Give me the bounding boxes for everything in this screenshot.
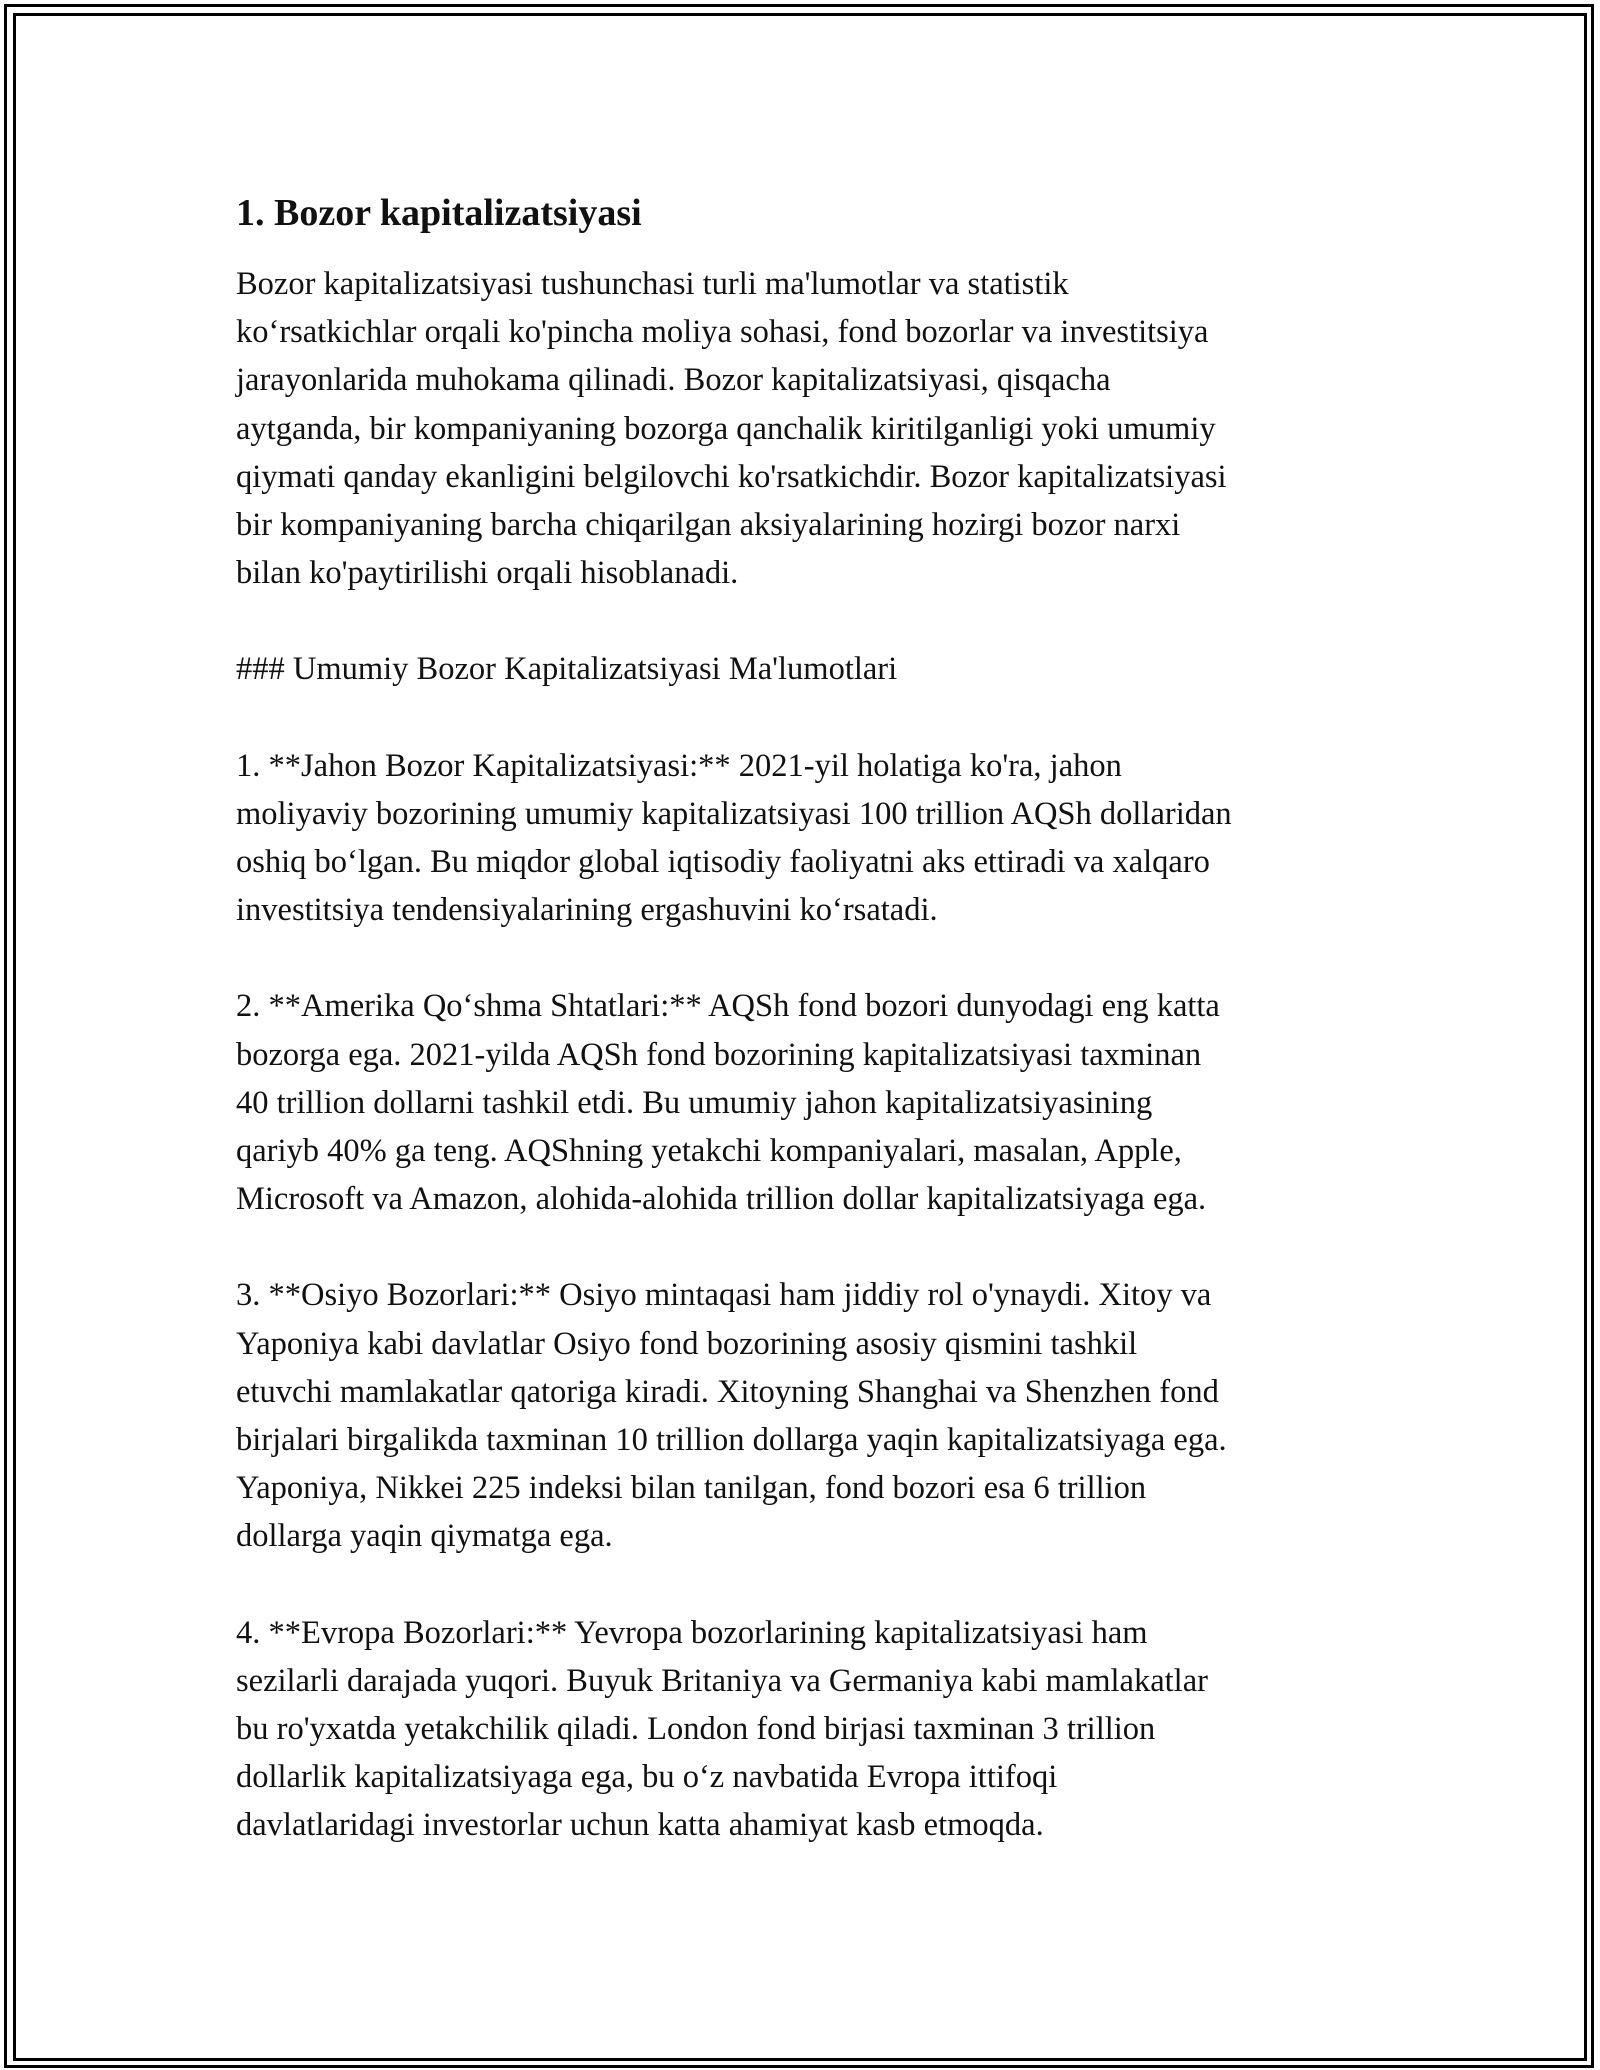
list-item-line: etuvchi mamlakatlar qatoriga kiradi. Xitoyning Shanghai va Shenzhen fond: [236, 1373, 1219, 1410]
intro-line: bilan ko'paytirilishi orqali hisoblanadi.: [236, 555, 739, 592]
section-heading: [236, 645, 1386, 693]
intro-paragraph: [236, 260, 1386, 597]
list-item-line: sezilarli darajada yuqori. Buyuk Britaniya va Germaniya kabi mamlakatlar: [236, 1662, 1208, 1699]
list-item-line: 1. **Jahon Bozor Kapitalizatsiyasi:** 2021-yil holatiga ko'ra, jahon: [236, 747, 1122, 784]
list-item-world-market: [236, 742, 1386, 935]
list-item-line: 40 trillion dollarni tashkil etdi. Bu umumiy jahon kapitalizatsiyasining: [236, 1084, 1153, 1121]
list-item-line: qariyb 40% ga teng. AQShning yetakchi kompaniyalari, masalan, Apple,: [236, 1133, 1182, 1170]
list-item-line: 3. **Osiyo Bozorlari:** Osiyo mintaqasi ham jiddiy rol o'ynaydi. Xitoy va: [236, 1277, 1212, 1314]
list-item-line: dollarga yaqin qiymatga ega.: [236, 1518, 613, 1555]
list-item-line: birjalari birgalikda taxminan 10 trillion dollarga yaqin kapitalizatsiyaga ega.: [236, 1422, 1227, 1459]
section-heading-text: ### Umumiy Bozor Kapitalizatsiyasi Ma'lumotlari: [236, 651, 898, 688]
list-item-line: investitsiya tendensiyalarining ergashuvini ko‘rsatadi.: [236, 892, 938, 929]
list-item-asia: [236, 1271, 1386, 1560]
list-item-line: Microsoft va Amazon, alohida-alohida trillion dollar kapitalizatsiyaga ega.: [236, 1181, 1207, 1218]
intro-line: ko‘rsatkichlar orqali ko'pincha moliya sohasi, fond bozorlar va investitsiya: [236, 314, 1209, 351]
list-item-line: bozorga ega. 2021-yilda AQSh fond bozorining kapitalizatsiyasi taxminan: [236, 1036, 1202, 1073]
list-item-usa: [236, 982, 1386, 1223]
list-item-europe: [236, 1609, 1386, 1850]
list-item-line: bu ro'yxatda yetakchilik qiladi. London fond birjasi taxminan 3 trillion: [236, 1711, 1156, 1748]
intro-line: aytganda, bir kompaniyaning bozorga qanchalik kiritilganligi yoki umumiy: [236, 410, 1216, 447]
list-item-line: 2. **Amerika Qo‘shma Shtatlari:** AQSh fond bozori dunyodagi eng katta: [236, 988, 1220, 1025]
document-body: [236, 186, 1386, 1898]
intro-line: jarayonlarida muhokama qilinadi. Bozor kapitalizatsiyasi, qisqacha: [236, 362, 1111, 399]
list-item-line: oshiq bo‘lgan. Bu miqdor global iqtisodiy faoliyatni aks ettiradi va xalqaro: [236, 844, 1210, 881]
intro-line: bir kompaniyaning barcha chiqarilgan aksiyalarining hozirgi bozor narxi: [236, 507, 1181, 544]
intro-line: qiymati qanday ekanligini belgilovchi ko'rsatkichdir. Bozor kapitalizatsiyasi: [236, 458, 1227, 495]
list-item-line: moliyaviy bozorining umumiy kapitalizatsiyasi 100 trillion AQSh dollaridan: [236, 795, 1232, 832]
intro-line: Bozor kapitalizatsiyasi tushunchasi turli ma'lumotlar va statistik: [236, 266, 1069, 302]
list-item-line: davlatlaridagi investorlar uchun katta ahamiyat kasb etmoqda.: [236, 1807, 1044, 1844]
list-item-line: Yaponiya, Nikkei 225 indeksi bilan tanilgan, fond bozori esa 6 trillion: [236, 1470, 1147, 1507]
list-item-line: dollarlik kapitalizatsiyaga ega, bu o‘z navbatida Evropa ittifoqi: [236, 1759, 1058, 1796]
document-title: 1. Bozor kapitalizatsiyasi: [236, 192, 642, 234]
list-item-line: 4. **Evropa Bozorlari:** Yevropa bozorlarining kapitalizatsiyasi ham: [236, 1614, 1148, 1651]
list-item-line: Yaponiya kabi davlatlar Osiyo fond bozorining asosiy qismini tashkil: [236, 1325, 1138, 1362]
